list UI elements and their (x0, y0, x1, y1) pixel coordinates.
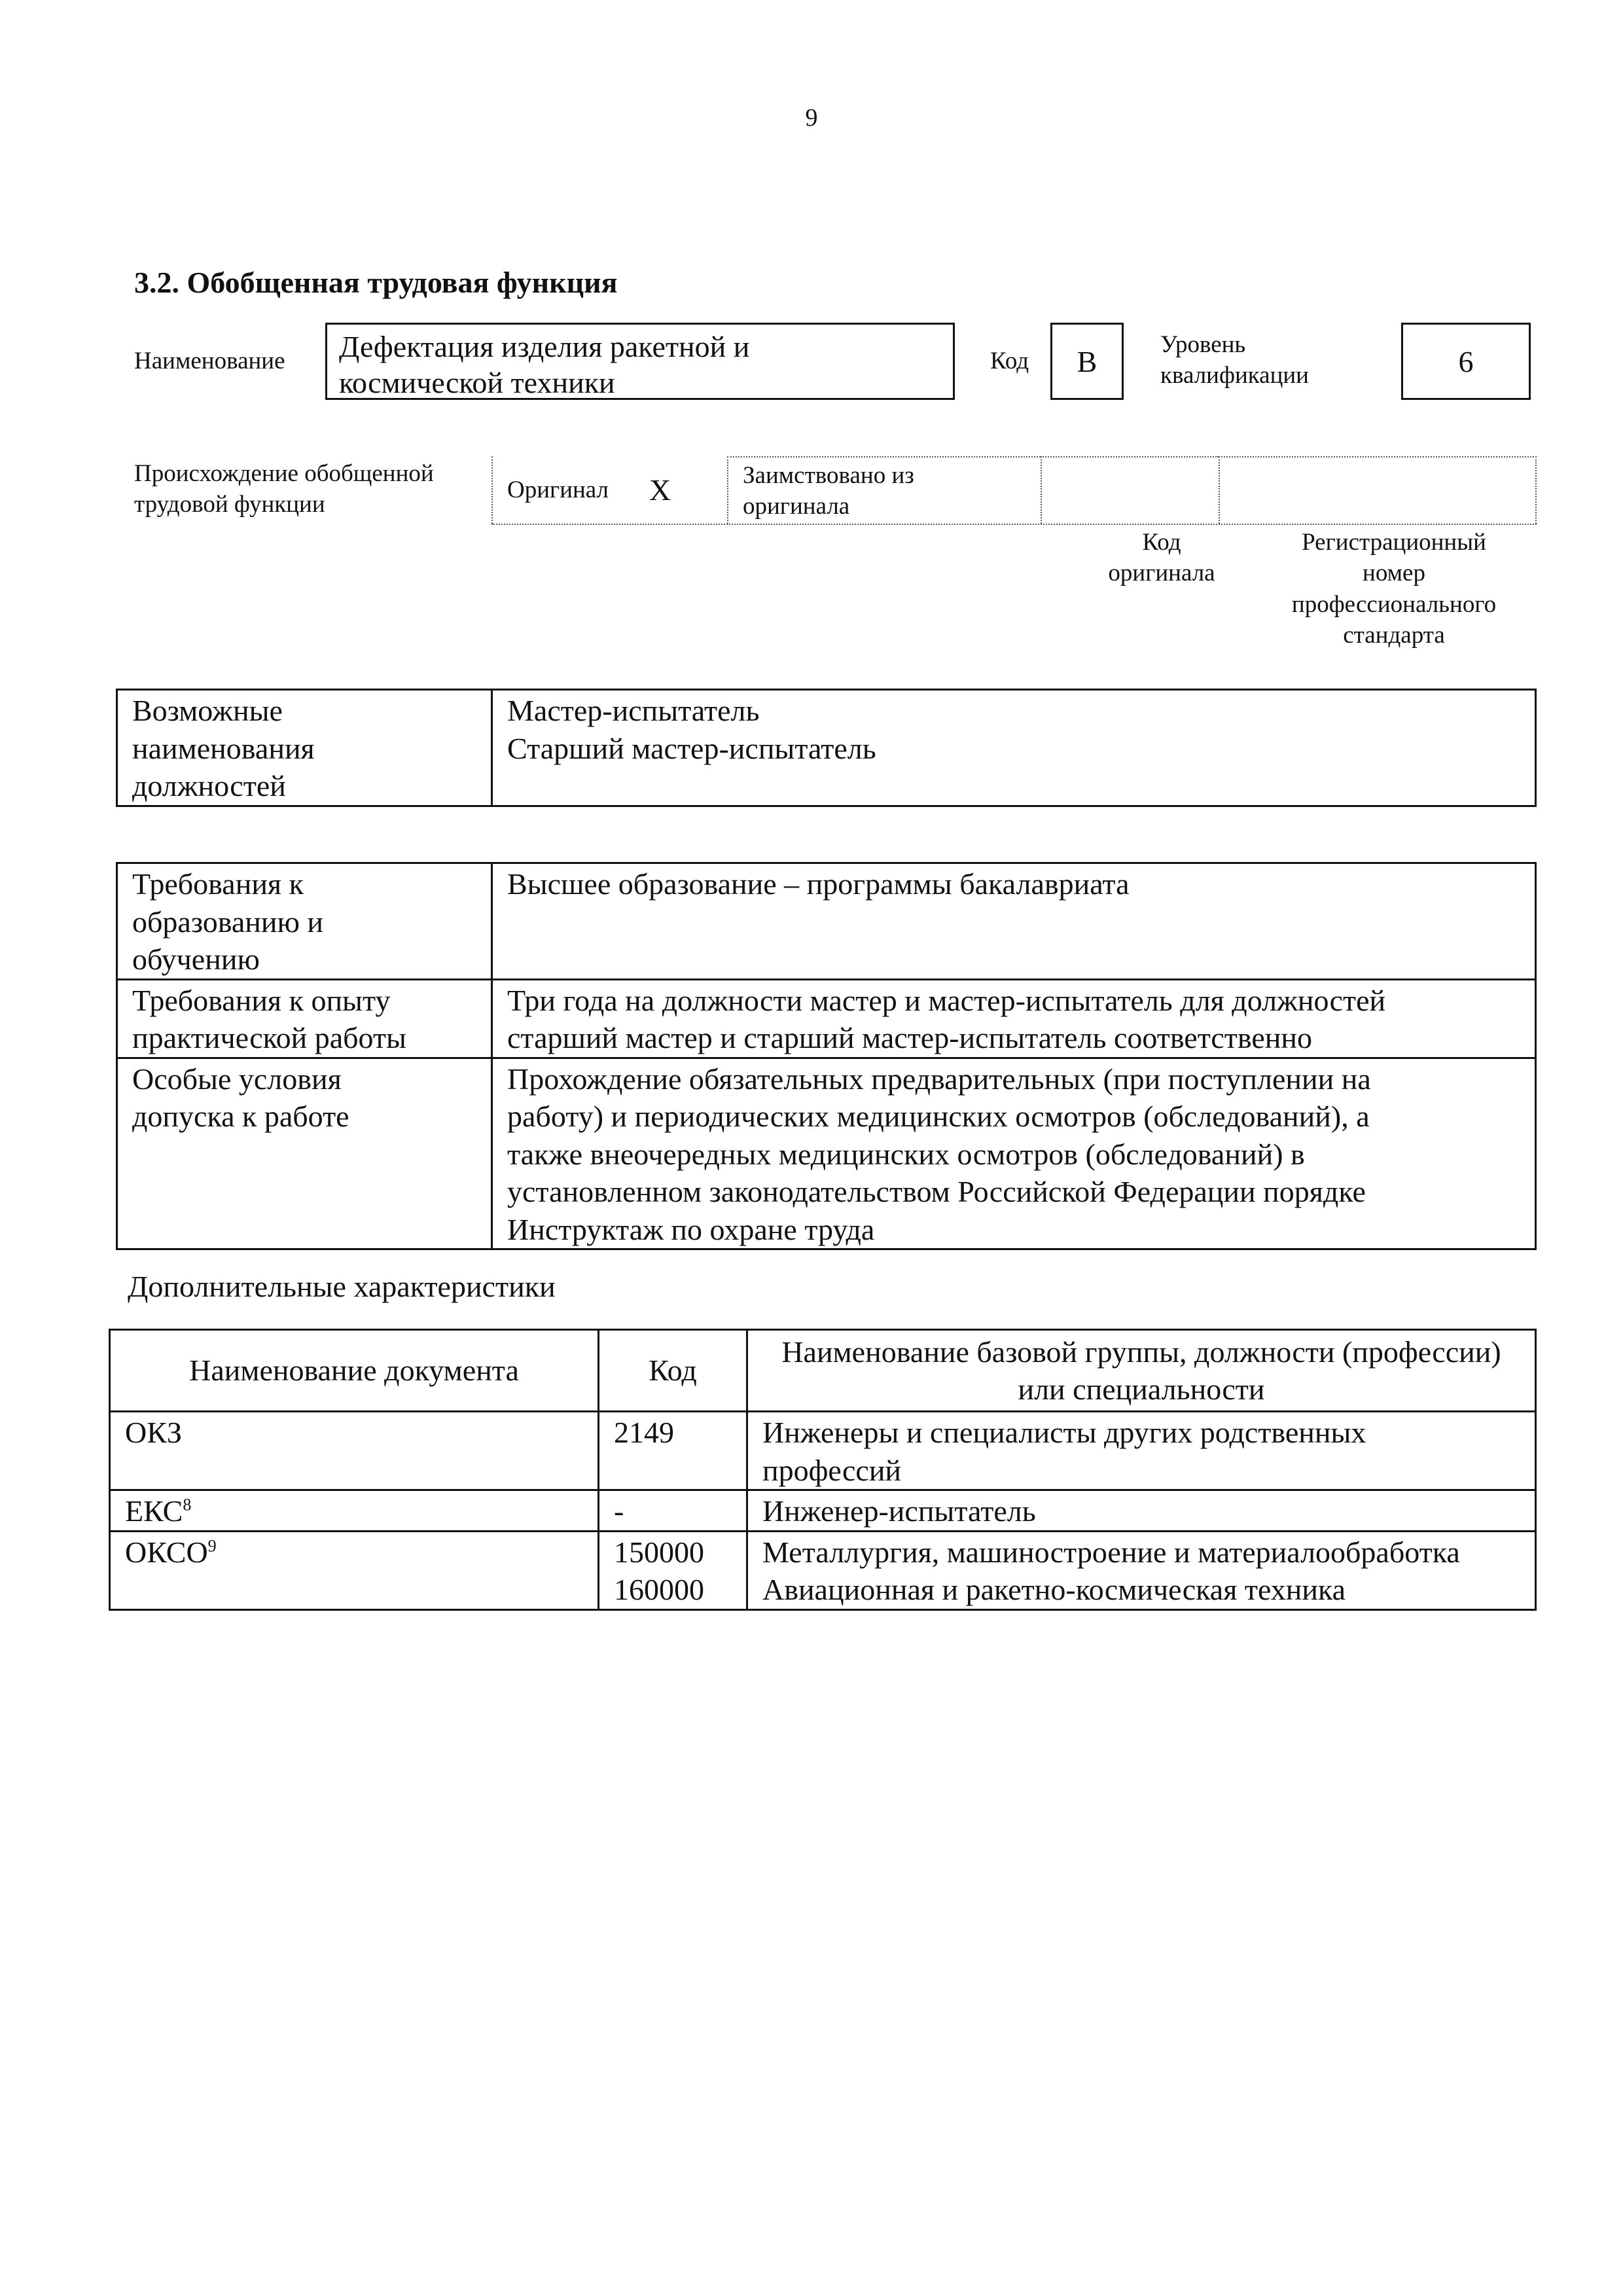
footnote-ref-9: 9 (207, 1536, 217, 1556)
original-code-cell (1041, 456, 1219, 524)
experience-value-line-1: Три года на должности мастер и мастер-испытатель для должностей (507, 983, 1386, 1017)
code-cell (599, 1490, 747, 1532)
table-row (110, 1531, 1536, 1609)
code-label: Код (990, 348, 1029, 374)
name-label: Наименование (134, 348, 285, 374)
conditions-label-line-2: допуска к работе (132, 1100, 349, 1133)
code-okso-1: 150000 (614, 1535, 704, 1569)
level-label-line-2: квалификации (1160, 362, 1309, 389)
col-header-document: Наименование документа (110, 1330, 599, 1412)
table-row (110, 1412, 1536, 1490)
education-value: Высшее образование – программы бакалавриата (507, 867, 1130, 901)
education-label-line-1: Требования к (132, 867, 304, 901)
education-value-cell (492, 863, 1536, 980)
name-eks: Инженер-испытатель (762, 1494, 1036, 1528)
experience-value-cell (492, 979, 1536, 1058)
table-header-row (110, 1330, 1536, 1412)
table-row (110, 1490, 1536, 1532)
conditions-label-line-1: Особые условия (132, 1062, 342, 1096)
positions-label-line-2: наименования (132, 731, 315, 765)
registration-caption-line-1: Регистрационный (1302, 529, 1486, 556)
table-row (117, 863, 1536, 980)
function-name-box (325, 323, 955, 400)
conditions-value-line-2: работу) и периодических медицинских осмотров (обследований), а (507, 1100, 1370, 1133)
borrowed-line-2: оригинала (743, 493, 850, 520)
doc-eks: ЕКС (125, 1494, 183, 1528)
conditions-value-line-5: Инструктаж по охране труда (507, 1212, 875, 1246)
code-cell (599, 1531, 747, 1609)
name-cell (747, 1490, 1536, 1532)
col-header-name-line-1: Наименование базовой группы, должности (профессии) (781, 1335, 1501, 1369)
code-okso-2: 160000 (614, 1573, 704, 1606)
original-label: Оригинал (507, 476, 609, 503)
conditions-value-line-4: установленном законодательством Российской Федерации порядке (507, 1175, 1366, 1208)
level-label-line-1: Уровень (1160, 331, 1246, 358)
original-mark: X (649, 473, 671, 507)
col-header-code: Код (599, 1330, 747, 1412)
education-label-line-2: образованию и (132, 905, 323, 939)
origin-row (491, 456, 1537, 525)
characteristics-table (109, 1329, 1537, 1611)
education-label-cell (117, 863, 492, 980)
positions-table (116, 689, 1537, 807)
origin-label-line-2: трудовой функции (134, 491, 325, 518)
experience-label-cell (117, 979, 492, 1058)
conditions-value-line-3: также внеочередных медицинских осмотров (обследований) в (507, 1137, 1305, 1171)
original-code-caption (1073, 527, 1250, 589)
positions-label-line-3: должностей (132, 769, 286, 802)
section-title: 3.2. Обобщенная трудовая функция (134, 266, 618, 299)
code-eks: - (614, 1494, 624, 1528)
table-row (117, 979, 1536, 1058)
original-cell (491, 456, 727, 524)
name-okz-line-2: профессий (762, 1453, 902, 1487)
col-header-name-line-2: или специальности (1018, 1372, 1265, 1406)
registration-number-cell (1219, 456, 1537, 524)
registration-caption-line-2: номер (1363, 560, 1425, 587)
code-okz: 2149 (614, 1416, 674, 1449)
original-code-caption-line-1: Код (1142, 529, 1181, 556)
experience-label-line-1: Требования к опыту (132, 983, 391, 1017)
position-2: Старший мастер-испытатель (507, 731, 876, 765)
page-number: 9 (805, 104, 818, 132)
experience-label-line-2: практической работы (132, 1021, 406, 1054)
registration-caption (1250, 527, 1538, 651)
positions-value-cell (492, 690, 1536, 806)
requirements-table (116, 862, 1537, 1250)
code-cell (599, 1412, 747, 1490)
code-box (1050, 323, 1124, 400)
doc-cell (110, 1490, 599, 1532)
borrowed-cell (727, 456, 1041, 524)
registration-caption-line-3: профессионального (1291, 590, 1497, 618)
level-value: 6 (1458, 344, 1474, 378)
education-label-line-3: обучению (132, 942, 260, 976)
original-code-caption-line-2: оригинала (1108, 560, 1215, 587)
doc-okso: ОКСО (125, 1535, 208, 1569)
extra-title: Дополнительные характеристики (128, 1270, 556, 1303)
doc-cell (110, 1412, 599, 1490)
col-header-name (747, 1330, 1536, 1412)
conditions-value-cell (492, 1058, 1536, 1249)
table-row (117, 690, 1536, 806)
level-box (1401, 323, 1531, 400)
footnote-ref-8: 8 (183, 1495, 192, 1515)
code-value: B (1077, 344, 1097, 378)
conditions-value-line-1: Прохождение обязательных предварительных (при поступлении на (507, 1062, 1371, 1096)
origin-label (134, 458, 434, 520)
name-cell (747, 1412, 1536, 1490)
name-okso-1: Металлургия, машиностроение и материалообработка (762, 1535, 1460, 1569)
registration-caption-line-4: стандарта (1343, 622, 1445, 649)
function-name-line-1: Дефектация изделия ракетной и (339, 330, 750, 363)
doc-okz: ОКЗ (125, 1416, 182, 1449)
position-1: Мастер-испытатель (507, 694, 760, 727)
borrowed-line-1: Заимствовано из (743, 462, 914, 489)
level-label (1160, 329, 1309, 391)
function-name-line-2: космической техники (339, 366, 615, 400)
name-cell (747, 1531, 1536, 1609)
doc-cell (110, 1531, 599, 1609)
positions-label-cell (117, 690, 492, 806)
conditions-label-cell (117, 1058, 492, 1249)
origin-label-line-1: Происхождение обобщенной (134, 460, 434, 487)
name-okz-line-1: Инженеры и специалисты других родственных (762, 1416, 1366, 1449)
experience-value-line-2: старший мастер и старший мастер-испытатель соответственно (507, 1021, 1313, 1054)
name-okso-2: Авиационная и ракетно-космическая техника (762, 1573, 1346, 1606)
positions-label-line-1: Возможные (132, 694, 283, 727)
table-row (117, 1058, 1536, 1249)
